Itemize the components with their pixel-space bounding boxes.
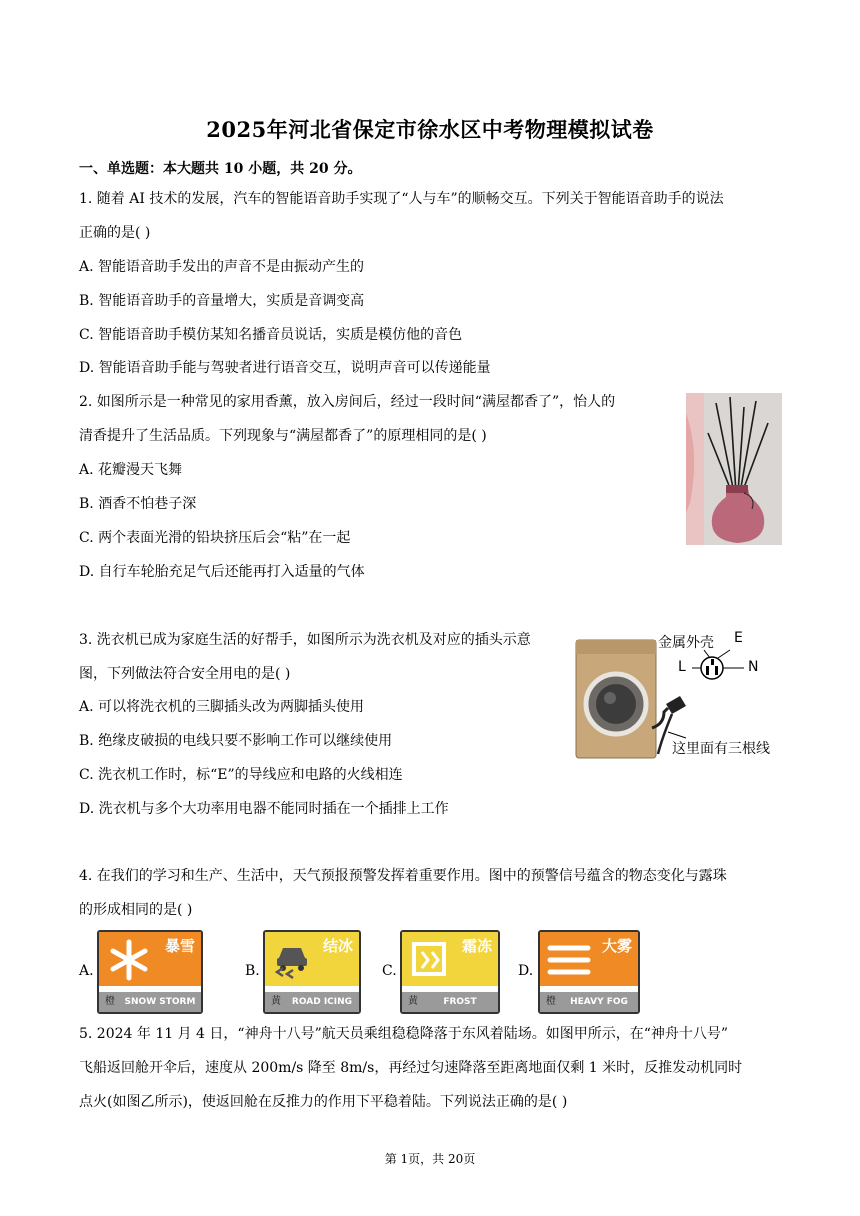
sign-title: 结冰	[322, 937, 353, 955]
q2-option-d: D. 自行车轮胎充足气后还能再打入适量的气体	[79, 564, 365, 580]
q4-option-b-label: B.	[245, 963, 260, 979]
heavy-fog-warning-sign	[538, 930, 640, 1014]
snow-storm-warning-sign	[97, 930, 203, 1014]
snowflake-icon	[107, 938, 151, 982]
q2-stem-line2: 清香提升了生活品质。下列现象与“满屋都香了”的原理相同的是( )	[79, 428, 487, 444]
q2-stem-line1: 2. 如图所示是一种常见的家用香薰，放入房间后，经过一段时间“满屋都香了”，怡人的	[79, 394, 616, 410]
q1-stem-line2: 正确的是( )	[79, 225, 151, 241]
neutral-pin-label: N	[748, 659, 759, 675]
earth-pin-label: E	[734, 630, 743, 646]
washing-machine-figure	[572, 628, 784, 762]
sign-title: 暴雪	[164, 937, 195, 955]
three-wires-label: 这里面有三根线	[672, 741, 770, 757]
q4-option-d-label: D.	[518, 963, 534, 979]
reed-diffuser-image	[686, 393, 782, 545]
live-pin-label: L	[678, 659, 686, 675]
q5-stem-line1: 5. 2024 年 11 月 4 日，“神舟十八号”航天员乘组稳稳降落于东风着陆场。如图甲所示，在“神舟十八号”	[79, 1026, 729, 1042]
sign-level-tag: 黄	[408, 996, 418, 1007]
page-title: 2025年河北省保定市徐水区中考物理模拟试卷	[206, 117, 654, 142]
sign-level-tag: 黄	[271, 996, 281, 1007]
q4-option-c-label: C.	[382, 963, 397, 979]
metal-shell-label: 金属外壳	[658, 635, 714, 651]
sign-level-tag: 橙	[546, 996, 556, 1007]
road-icing-warning-sign	[263, 930, 361, 1014]
fog-lines-icon	[546, 942, 592, 978]
q3-stem-line1: 3. 洗衣机已成为家庭生活的好帮手，如图所示为洗衣机及对应的插头示意	[79, 632, 531, 648]
frost-warning-sign	[400, 930, 500, 1014]
q3-option-b: B. 绝缘皮破损的电线只要不影响工作可以继续使用	[79, 733, 393, 749]
q1-option-d: D. 智能语音助手能与驾驶者进行语音交互，说明声音可以传递能量	[79, 360, 491, 376]
sign-caption: HEAVY FOG	[570, 997, 628, 1007]
q1-option-c: C. 智能语音助手模仿某知名播音员说话，实质是模仿他的音色	[79, 327, 463, 343]
q2-option-c: C. 两个表面光滑的铅块挤压后会“粘”在一起	[79, 530, 351, 546]
sign-title: 霜冻	[461, 937, 492, 955]
car-skid-icon	[271, 938, 315, 982]
q4-stem-line2: 的形成相同的是( )	[79, 902, 193, 918]
section-heading: 一、单选题：本大题共 10 小题，共 20 分。	[79, 161, 362, 177]
q1-option-b: B. 智能语音助手的音量增大，实质是音调变高	[79, 293, 365, 309]
sign-caption: SNOW STORM	[124, 997, 196, 1007]
sign-caption: FROST	[443, 997, 477, 1007]
q1-stem-line1: 1. 随着 AI 技术的发展，汽车的智能语音助手实现了“人与车”的顺畅交互。下列关于智能语音助手的说法	[79, 191, 724, 207]
q1-option-a: A. 智能语音助手发出的声音不是由振动产生的	[79, 259, 365, 275]
page-footer: 第 1页，共 20页	[384, 1152, 476, 1166]
q4-stem-line1: 4. 在我们的学习和生产、生活中，天气预报预警发挥着重要作用。图中的预警信号蕴含的物态变化与露珠	[79, 868, 727, 884]
q5-stem-line3: 点火(如图乙所示)，使返回舱在反推力的作用下平稳着陆。下列说法正确的是( )	[79, 1094, 568, 1110]
q2-option-b: B. 酒香不怕巷子深	[79, 496, 197, 512]
sign-level-tag: 橙	[105, 996, 115, 1007]
q4-option-a-label: A.	[79, 963, 94, 979]
q3-option-c: C. 洗衣机工作时，标“E”的导线应和电路的火线相连	[79, 767, 403, 783]
q3-option-d: D. 洗衣机与多个大功率用电器不能同时插在一个插排上工作	[79, 801, 449, 817]
sign-caption: ROAD ICING	[291, 997, 353, 1007]
q3-option-a: A. 可以将洗衣机的三脚插头改为两脚插头使用	[79, 699, 365, 715]
sign-title: 大雾	[601, 937, 632, 955]
q5-stem-line2: 飞船返回舱开伞后，速度从 200m/s 降至 8m/s，再经过匀速降落至距离地面仅剩 1 米时，反推发动机同时	[79, 1060, 743, 1076]
q2-option-a: A. 花瓣漫天飞舞	[79, 462, 183, 478]
q3-stem-line2: 图，下列做法符合安全用电的是( )	[79, 666, 291, 682]
frost-icon	[410, 940, 450, 980]
